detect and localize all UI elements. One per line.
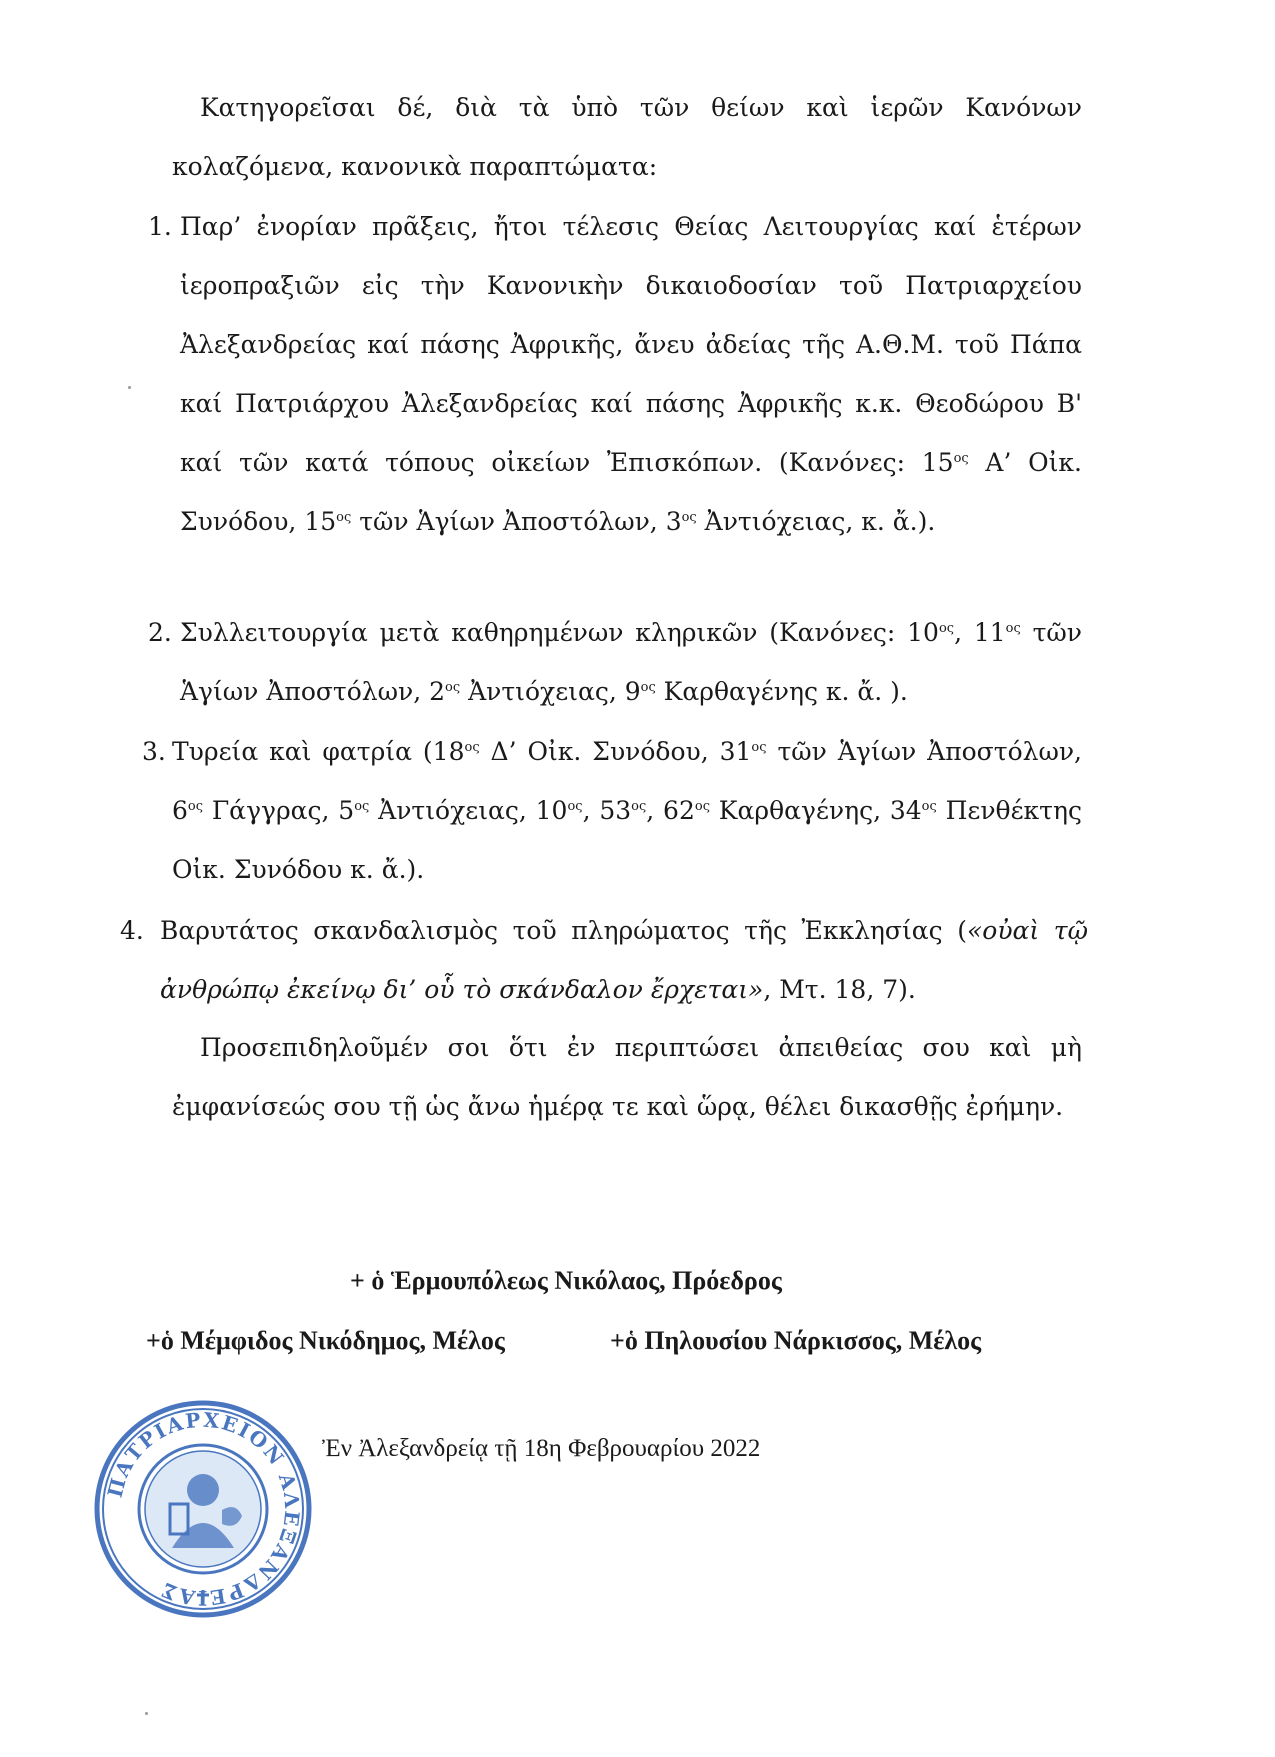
item-text-part: Δ’ Οἰκ. Συνόδου, 31 bbox=[479, 737, 752, 766]
item-text-part: τῶν Ἁγίων Ἀποστόλων, 6 bbox=[172, 737, 1082, 825]
item-text-part: Καρθαγένης κ. ἄ. ). bbox=[655, 677, 908, 706]
ordinal-suffix: ος bbox=[681, 510, 697, 525]
item-text bbox=[160, 901, 1088, 1019]
item-text-part: Τυρεία καὶ φατρία (18 bbox=[172, 737, 465, 766]
ordinal-suffix: ος bbox=[640, 680, 656, 695]
ordinal-suffix: ος bbox=[464, 740, 480, 755]
item-text-part: Ἀντιόχειας, 10 bbox=[369, 796, 568, 825]
ordinal-suffix: ος bbox=[354, 799, 370, 814]
signature-president: + ὁ Ἑρμουπόλεως Νικόλαος, Πρόεδρος bbox=[350, 1266, 782, 1295]
item-text-part: , Μτ. 18, 7). bbox=[763, 975, 916, 1004]
item-number: 3. bbox=[142, 737, 166, 766]
ordinal-suffix: ος bbox=[751, 740, 767, 755]
charge-item-1 bbox=[148, 197, 1088, 597]
patriarchate-seal-stamp bbox=[92, 1398, 314, 1620]
signature-member-1: +ὁ Μέμφιδος Νικόδημος, Μέλος bbox=[146, 1326, 505, 1355]
item-text bbox=[172, 722, 1082, 899]
intro-paragraph bbox=[172, 78, 1082, 196]
item-text-part: Βαρυτάτος σκανδαλισμὸς τοῦ πληρώματος τῆς Ἐκκλησίας ( bbox=[160, 916, 967, 945]
item-text-part: Α’ Οἰκ. Συνόδου, 15 bbox=[180, 448, 1082, 536]
ordinal-suffix: ος bbox=[631, 799, 647, 814]
item-text bbox=[180, 197, 1082, 551]
item-text-part: τῶν Ἁγίων Ἀποστόλων, 3 bbox=[351, 507, 682, 536]
item-text bbox=[180, 603, 1082, 721]
intro-line-1: Κατηγορεῖσαι δέ, διὰ τὰ ὑπὸ τῶν θείων καὶ ἱερῶν Κανόνων bbox=[200, 93, 1082, 122]
ordinal-suffix: ος bbox=[567, 799, 583, 814]
item-text-part: Ἀντιόχειας, 9 bbox=[460, 677, 641, 706]
ordinal-suffix: ος bbox=[1005, 621, 1021, 636]
intro-line-2: κολαζόμενα, κανονικὰ παραπτώματα: bbox=[172, 152, 658, 181]
closing-text: Προσεπιδηλοῦμέν σοι ὅτι ἐν περιπτώσει ἀπειθείας σου καὶ μὴ ἐμφανίσεώς σου τῇ ὡς ἄνω ἡμέρᾳ τε καὶ ὥρᾳ, θέλει δικασθῇς ἐρήμην. bbox=[172, 1033, 1082, 1121]
item-text-part: , 53 bbox=[582, 796, 632, 825]
item-text-part: Γάγγρας, 5 bbox=[203, 796, 355, 825]
document-date: Ἐν Ἀλεξανδρείᾳ τῇ 18η Φεβρουαρίου 2022 bbox=[322, 1435, 761, 1462]
item-text-part: Συλλειτουργία μετὰ καθηρημένων κληρικῶν (Κανόνες: 10 bbox=[180, 618, 939, 647]
ordinal-suffix: ος bbox=[694, 799, 710, 814]
signature-member-2: +ὁ Πηλουσίου Νάρκισσος, Μέλος bbox=[610, 1326, 982, 1355]
item-text-part: Καρθαγένης, 34 bbox=[709, 796, 922, 825]
scan-speck bbox=[128, 386, 131, 389]
ordinal-suffix: ος bbox=[921, 799, 937, 814]
item-number: 4. bbox=[120, 916, 144, 945]
item-text-part: , 11 bbox=[954, 618, 1006, 647]
item-number: 1. bbox=[148, 212, 172, 241]
ordinal-suffix: ος bbox=[187, 799, 204, 814]
scan-speck bbox=[145, 1712, 148, 1715]
item-text-part: Παρ’ ἐνορίαν πρᾶξεις, ἤτοι τέλεσις Θείας Λειτουργίας καί ἑτέρων ἱεροπραξιῶν εἰς τὴν Κανονικὴν δικαιοδοσίαν τοῦ Πατριαρχείου Ἀλεξανδρείας καί πάσης Ἀφρικῆς, ἄνευ ἀδείας τῆς Α.Θ.Μ. τοῦ Πάπα καί Πατριάρχου Ἀλεξανδρείας καί πάσης Ἀφρικῆς κ.κ. Θεοδώρου Β' καί τῶν κατά τόπους οἰκείων Ἐπισκόπων. (Κανόνες: 15 bbox=[180, 212, 1082, 477]
item-text-part: , 62 bbox=[646, 796, 695, 825]
item-text-part: Ἀντιόχειας, κ. ἄ.). bbox=[696, 507, 936, 536]
charge-item-2 bbox=[148, 603, 1088, 723]
ordinal-suffix: ος bbox=[445, 680, 461, 695]
item-number: 2. bbox=[148, 618, 172, 647]
item-text-part: Πενθέκτης Οἰκ. Συνόδου κ. ἄ.). bbox=[172, 796, 1082, 884]
scripture-quote: «οὐαὶ τῷ ἀνθρώπῳ ἐκείνῳ δι’ οὗ τὸ σκάνδαλον ἔρχεται» bbox=[160, 916, 1088, 1004]
ordinal-suffix: ος bbox=[336, 510, 352, 525]
seal-text: ΠΑΤΡΙΑΡΧΕΙΟΝ ΑΛΕΞΑΝΔΡΕΙΑΣ bbox=[102, 1407, 305, 1611]
charge-item-4 bbox=[120, 901, 1088, 1021]
ordinal-suffix: ος bbox=[938, 621, 955, 636]
charge-item-3 bbox=[142, 722, 1088, 902]
item-text-part: τῶν Ἁγίων Ἀποστόλων, 2 bbox=[180, 618, 1082, 706]
ordinal-suffix: ος bbox=[953, 451, 969, 466]
closing-paragraph bbox=[172, 1018, 1082, 1136]
